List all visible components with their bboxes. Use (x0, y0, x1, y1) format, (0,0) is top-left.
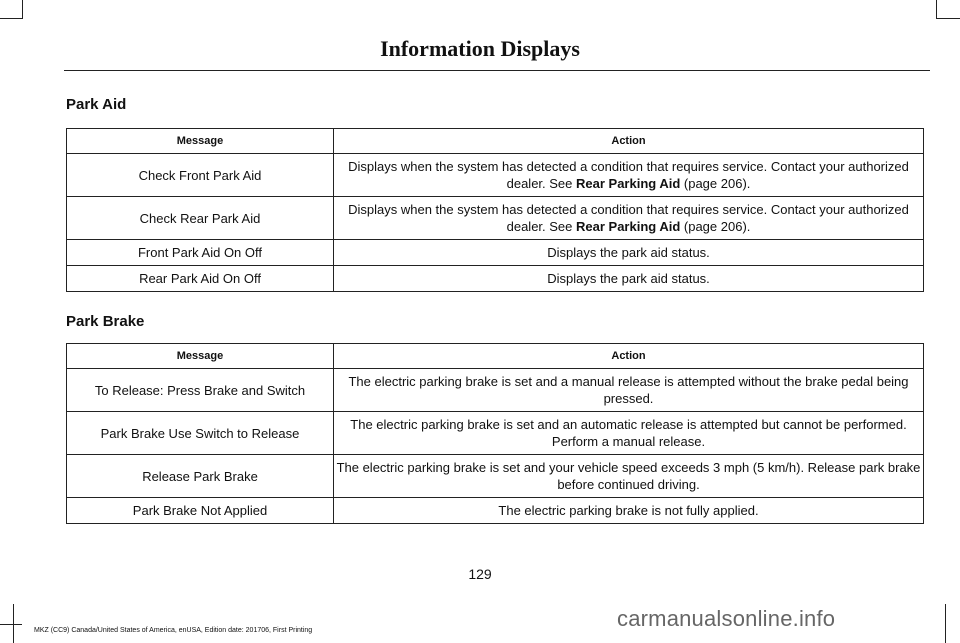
crop-mark (0, 624, 22, 625)
page-reference: (page 206). (680, 176, 751, 191)
edition-footer: MKZ (CC9) Canada/United States of America, enUSA, Edition date: 201706, First Printing (34, 627, 313, 634)
action-cell: Displays the park aid status. (334, 266, 924, 292)
crop-mark (13, 604, 14, 643)
table-row (67, 412, 924, 455)
park-aid-table (66, 128, 924, 292)
action-cell: The electric parking brake is not fully applied. (334, 498, 924, 524)
table-header-row (67, 344, 924, 369)
column-header-message: Message (67, 344, 334, 369)
page-number: 129 (468, 566, 492, 582)
table-row (67, 266, 924, 292)
message-cell: Park Brake Use Switch to Release (67, 412, 334, 455)
action-cell: The electric parking brake is set and your vehicle speed exceeds 3 mph (5 km/h). Release park brake before continued driving. (334, 455, 924, 498)
crop-mark (945, 604, 946, 643)
park-brake-heading: Park Brake (66, 313, 145, 330)
watermark: carmanualsonline.info (617, 606, 836, 631)
message-cell: Park Brake Not Applied (67, 498, 334, 524)
table-header-row (67, 129, 924, 154)
action-cell (334, 154, 924, 197)
page-title: Information Displays (380, 36, 580, 61)
action-cell: Displays the park aid status. (334, 240, 924, 266)
action-cell: The electric parking brake is set and a manual release is attempted without the brake pedal being pressed. (334, 369, 924, 412)
table-row (67, 197, 924, 240)
crop-mark (936, 0, 937, 19)
action-text: Displays when the system has detected a condition that requires service. Contact your authorized dealer. See (348, 159, 909, 191)
action-text: Displays when the system has detected a condition that requires service. Contact your authorized dealer. See (348, 202, 909, 234)
cross-reference-link[interactable]: Rear Parking Aid (576, 219, 681, 234)
table-row (67, 154, 924, 197)
table-row (67, 369, 924, 412)
park-aid-heading: Park Aid (66, 96, 127, 113)
crop-mark (936, 18, 960, 19)
message-cell: Rear Park Aid On Off (67, 266, 334, 292)
message-cell: To Release: Press Brake and Switch (67, 369, 334, 412)
cross-reference-link[interactable]: Rear Parking Aid (576, 176, 681, 191)
page-reference: (page 206). (680, 219, 751, 234)
column-header-action: Action (334, 129, 924, 154)
message-cell: Front Park Aid On Off (67, 240, 334, 266)
action-cell (334, 197, 924, 240)
message-cell: Check Front Park Aid (67, 154, 334, 197)
park-brake-table (66, 343, 924, 524)
header-divider (64, 70, 930, 71)
message-cell: Release Park Brake (67, 455, 334, 498)
crop-mark (22, 0, 23, 19)
message-cell: Check Rear Park Aid (67, 197, 334, 240)
table-row (67, 455, 924, 498)
action-cell: The electric parking brake is set and an automatic release is attempted but cannot be performed. Perform a manual release. (334, 412, 924, 455)
column-header-message: Message (67, 129, 334, 154)
column-header-action: Action (334, 344, 924, 369)
table-row (67, 240, 924, 266)
crop-mark (0, 18, 22, 19)
table-row (67, 498, 924, 524)
